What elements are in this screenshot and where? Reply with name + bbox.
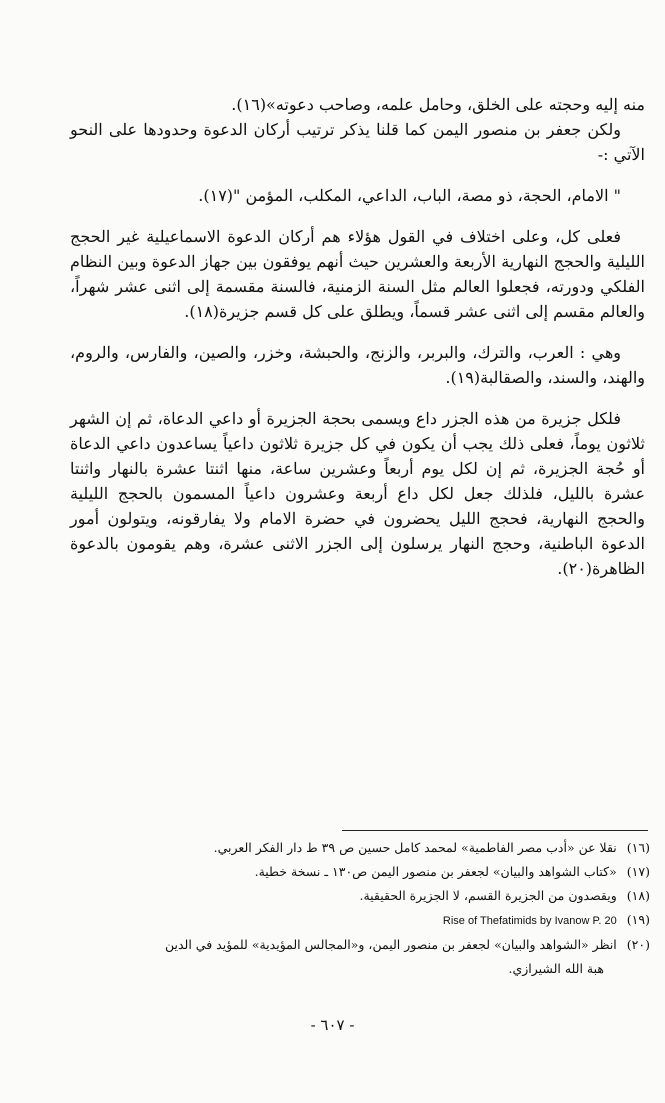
footnote-text: «كتاب الشواهد والبيان» لجعفر بن منصور اليمن ص١٣٠ ـ نسخة خطية. [254, 864, 617, 879]
paragraph-5: وهي : العرب، والترك، والبربر، والزنج، والحبشة، وخزر، والصين، والفارس، والروم، والهند، والسند، والصقالبة(١٩). [70, 343, 645, 387]
footnote-19 [70, 908, 650, 933]
footnote-number: (١٩) [626, 912, 650, 927]
footnotes [70, 836, 650, 981]
footnote-20-continuation: هبة الله الشيرازي. [508, 961, 604, 976]
footnote-16 [70, 836, 650, 860]
footnote-divider [342, 830, 648, 831]
footnote-20 [70, 933, 650, 957]
footnote-18 [70, 884, 650, 908]
paragraph-4: فعلى كل، وعلى اختلاف في القول هؤلاء هم أركان الدعوة الاسماعيلية غير الحجج الليلية والحجج النهارية الأربعة والعشرين حيث أنهم يوفقون بين جهاز الدعوة وبين النظام الفلكي ودورته، فجعلوا العالم مثل السنة الزمنية، فالسنة مقسمة إلى اثنى عشر شهراً، والعالم مقسم إلى اثنى عشر قسماً، ويطلق على كل قسم جزيرة(١٨). [70, 227, 645, 321]
paragraph-6: فلكل جزيرة من هذه الجزر داع ويسمى بحجة الجزيرة أو داعي الدعاة، ثم إن الشهر ثلاثون يوماً، فعلى ذلك يجب أن يكون في كل جزيرة ثلاثون داعياً يساعدون داعي الدعاة أو حُجة الجزيرة، ثم إن لكل يوم أربعاً وعشرين ساعة، منها اثنتا عشرة بالنهار واثنتا عشرة بالليل، فلذلك جعل لكل داع أربعة وعشرون داعياً المسمون بالحجج الليلية والحجج النهارية، فحجج الليل يحضرون في حضرة الامام ولا يفارقونه، ويتولون أمور الدعوة الباطنية، وحجج النهار يرسلون إلى الجزر الاثنى عشرة، وهم يقومون بالدعوة الظاهرة(٢٠). [70, 409, 645, 578]
paragraph-1: منه إليه وحجته على الخلق، وحامل علمه، وصاحب دعوته»(١٦). [231, 95, 645, 114]
paragraph-3-quote: " الامام، الحجة، ذو مصة، الباب، الداعي، المكلب، المؤمن "(١٧). [198, 186, 621, 205]
page-number: - ٦٠٧ - [310, 1016, 355, 1034]
footnote-text: Rise of Thefatimids by Ivanow P. 20 [442, 915, 617, 927]
footnote-text: انظر «الشواهد والبيان» لجعفر بن منصور اليمن، و«المجالس المؤيدية» للمؤيد في الدين [165, 937, 617, 952]
paragraph-2: ولكن جعفر بن منصور اليمن كما قلنا يذكر ترتيب أركان الدعوة وحدودها على النحو الآتي :- [70, 120, 645, 164]
footnote-text: ويقصدون من الجزيرة القسم، لا الجزيرة الحقيقية. [359, 888, 617, 903]
footnote-number: (١٨) [626, 888, 650, 903]
footnote-number: (١٦) [626, 840, 650, 855]
footnote-number: (١٧) [626, 864, 650, 879]
footnote-number: (٢٠) [626, 937, 650, 952]
footnote-17 [70, 860, 650, 884]
footnote-text: نقلا عن «أدب مصر الفاطمية» لمحمد كامل حسين ص ٣٩ ط دار الفكر العربي. [213, 840, 617, 855]
body-text [70, 92, 645, 581]
